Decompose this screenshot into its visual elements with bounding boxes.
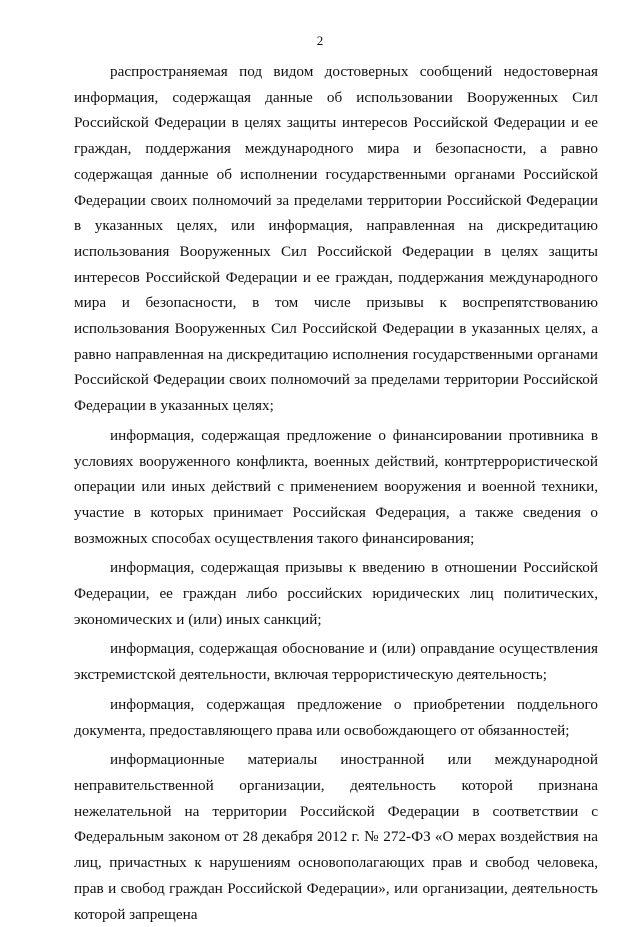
paragraph-extremism: информация, содержащая обоснование и (или) оправдание осуществления экстремистской деятельности, включая террористическую деятельность;: [74, 640, 598, 684]
document-body: [74, 59, 598, 927]
paragraph-financing: информация, содержащая предложение о финансировании противника в условиях вооруженного конфликта, военных действий, контртеррористической операции или иных действий с применением вооружения и военной техники, участие в которых принимает Российская Федерация, а также сведения о возможных способах осуществления такого финансирования;: [74, 426, 598, 547]
paragraph-sanctions: информация, содержащая призывы к введению в отношении Российской Федерации, ее граждан либо российских юридических лиц политических, экономических и (или) иных санкций;: [74, 559, 598, 628]
paragraph-undesirable-org: информационные материалы иностранной или международной неправительственной организации, деятельность которой признана нежелательной на территории Российской Федерации в соответствии с Федеральным законом от 28 декабря 2012 г. № 272-ФЗ «О мерах воздействия на лиц, причастных к нарушениям основополагающих прав и свобод человека, прав и свобод граждан Российской Федерации», или организации, деятельность которой запрещена: [74, 751, 598, 923]
paragraph-forged-document: информация, содержащая предложение о приобретении поддельного документа, предоставляющего права или освобождающего от обязанностей;: [74, 695, 598, 739]
paragraph-disinformation: распространяемая под видом достоверных сообщений недостоверная информация, содержащая данные об использовании Вооруженных Сил Российской Федерации в целях защиты интересов Российской Федерации и ее граждан, поддержания международного мира и безопасности, а равно содержащая данные об исполнении государственными органами Российской Федерации своих полномочий за пределами территории Российской Федерации в указанных целях, или информация, направленная на дискредитацию использования Вооруженных Сил Российской Федерации в целях защиты интересов Российской Федерации и ее граждан, поддержания международного мира и безопасности, в том числе призывы к воспрепятствованию использования Вооруженных Сил Российской Федерации в указанных целях, а равно направленная на дискредитацию исполнения государственными органами Российской Федерации своих полномочий за пределами территории Российской Федерации в указанных целях;: [74, 63, 598, 415]
page-number: 2: [316, 33, 324, 48]
